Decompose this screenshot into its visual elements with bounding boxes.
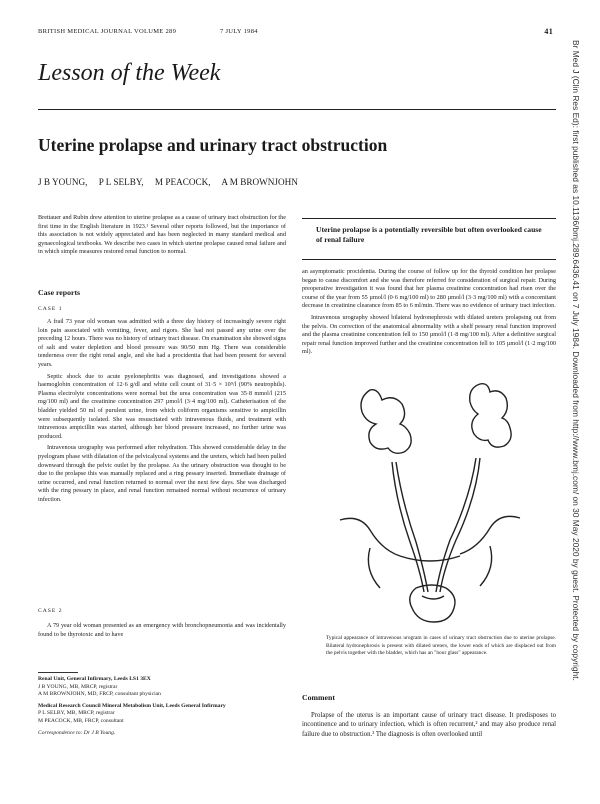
affiliation-2-person-1: P L SELBY, MB, MRCP, registrar <box>38 710 115 717</box>
footnote-rule <box>38 672 78 673</box>
side-citation-note <box>570 40 584 780</box>
journal-name: BRITISH MEDICAL JOURNAL VOLUME 289 <box>38 28 177 35</box>
author-4: A M BROWNJOHN <box>221 177 298 187</box>
side-citation-text: Br Med J (Clin Res Ed): first published as 10.1136/bmj.289.6436.41 on 7 July 1984. Downloaded from http://www.bmj.com/ on 30 May 2020 by guest. Protected by copyright. <box>571 40 581 681</box>
comment-heading: Comment <box>302 693 335 702</box>
case-2-continued-paragraph-1: an asymptomatic procidentia. During the course of follow up for the thyroid condition her prolapse began to cause discomfort and she was therefore referred for consideration of surgical repair. During preoperative investigation it was found that her plasma creatinine concentration had risen over the course of the year from 55 µmol/l (0·6 mg/100 ml) to 280 µmol/l (3·3 mg/100 ml) with a concomitant decrease in creatinine clearance from 85 to 6 ml/min. There was no evidence of urinary tract infection. <box>302 268 556 310</box>
pull-quote: Uterine prolapse is a potentially reversible but often overlooked cause of renal failure <box>302 218 556 260</box>
header-rule <box>38 109 556 110</box>
urogram-illustration <box>330 370 530 632</box>
author-3: M PEACOCK, <box>154 177 211 187</box>
case-1-body <box>38 318 286 507</box>
case-2-label: CASE 2 <box>38 608 63 614</box>
intro-text: Brettauer and Rubin drew attention to uterine prolapse as a cause of urinary tract obstruction for the first time in the English literature in 1923.¹ Several other reports followed, but the importance of this association is not widely appreciated and has been neglected in many standard medical and gynaecological textbooks. We describe two cases in which uterine prolapse caused renal failure and in which simple measures restored renal function to normal. <box>38 214 286 256</box>
case-1-paragraph-3: Intravenous urography was performed after rehydration. This showed considerable delay in the pyelogram phase with dilatation of the pelvicalyceal systems and the ureters, which had been pulled downward through the pelvic outlet by the prolapse. As the urinary obstruction was thought to be due to the prolapse this was manually replaced and a ring pessary inserted. Immediate drainage of urine occurred, and renal function returned to normal over the next few days. She was discharged with the ring pessary in place, and renal function remained normal without recurrence of urinary infection. <box>38 444 286 503</box>
affiliation-2-person-2: M PEACOCK, MB, FRCP, consultant <box>38 717 124 724</box>
intro-paragraph <box>38 214 286 260</box>
correspondence-note: Correspondence to: Dr J B Young. <box>38 729 116 736</box>
comment-paragraph: Prolapse of the uterus is an important cause of urinary tract disease. It predisposes to incontinence and to urinary infection, which is often recurrent,² and may also produce renal failure due to obstruction.³ The diagnosis is often overlooked until <box>302 712 556 738</box>
case-1-label: CASE 1 <box>38 306 63 312</box>
case-2-body <box>38 622 286 642</box>
author-1: J B YOUNG, <box>38 177 88 187</box>
affiliation-1-person-2: A M BROWNJOHN, MD, FRCP, consultant physician <box>38 691 161 698</box>
comment-body <box>302 711 556 742</box>
page-number: 41 <box>544 27 553 36</box>
author-2: P L SELBY, <box>98 177 144 187</box>
series-title: Lesson of the Week <box>38 60 221 86</box>
author-affiliations <box>38 676 286 737</box>
running-head <box>38 28 553 40</box>
case-reports-heading: Case reports <box>38 288 81 297</box>
article-title: Uterine prolapse and urinary tract obstruction <box>38 135 388 155</box>
affiliation-1: Renal Unit, General Infirmary, Leeds LS1 3EX <box>38 676 151 682</box>
case-1-paragraph-2: Septic shock due to acute pyelonephritis was diagnosed, and investigations showed a haemoglobin concentration of 12·6 g/dl and white cell count of 31·5 × 10⁹/l (90% neutrophils). Plasma electrolyte concentrations were normal but the urea concentration was 35·8 mmol/l (215 mg/100 ml) and the creatinine concentration 297 µmol/l (3·4 mg/100 ml). Catheterisation of the bladder yielded 50 ml of purulent urine, from which coliform organisms sensitive to ampicillin were subsequently isolated. She was resuscitated with intravenous fluids, and treatment with intravenous ampicillin was started, although her blood pressure increased, no further urine was produced. <box>38 372 286 440</box>
issue-date: 7 JULY 1984 <box>220 28 258 35</box>
author-list <box>38 177 307 187</box>
affiliation-1-person-1: J B YOUNG, MB, MRCP, registrar <box>38 683 118 690</box>
case-2-continued <box>302 268 556 360</box>
affiliation-2: Medical Research Council Mineral Metabolism Unit, Leeds General Infirmary <box>38 702 226 709</box>
urogram-figure <box>330 370 530 632</box>
case-2-paragraph: A 79 year old woman presented as an emergency with bronchopneumonia and was incidentally found to be thyrotoxic and to have <box>38 622 286 638</box>
case-1-paragraph-1: A frail 73 year old woman was admitted with a three day history of increasingly severe right loin pain associated with vomiting, fever, and rigors. She had not passed any urine over the preceding 12 hours. There was no history of urinary tract disease. On examination she showed signs of salt and water depletion and blood pressure was 90/50 mm Hg. There was considerable tenderness over the right renal angle, and she had a procidentia that had been present for several years. <box>38 318 286 368</box>
case-2-continued-paragraph-2: Intravenous urography showed bilateral hydronephrosis with dilated ureters prolapsing out from the pelvis. On correction of the anatomical abnormality with a shelf pessary renal function improved and the plasma creatinine concentration fell to 150 µmol/l (1·8 mg/100 ml). After a definitive surgical repair renal function improved further and the creatinine concentration fell to 105 µmol/l (1·2 mg/100 ml). <box>302 313 556 356</box>
figure-caption: Typical appearance of intravenous urogram in cases of urinary tract obstruction due to uterine prolapse. Bilateral hydronephrosis is present with dilated ureters, the lower ends of which are displaced out from the pelvis together with the bladder, which has an "hour glass" appearance. <box>326 635 556 657</box>
